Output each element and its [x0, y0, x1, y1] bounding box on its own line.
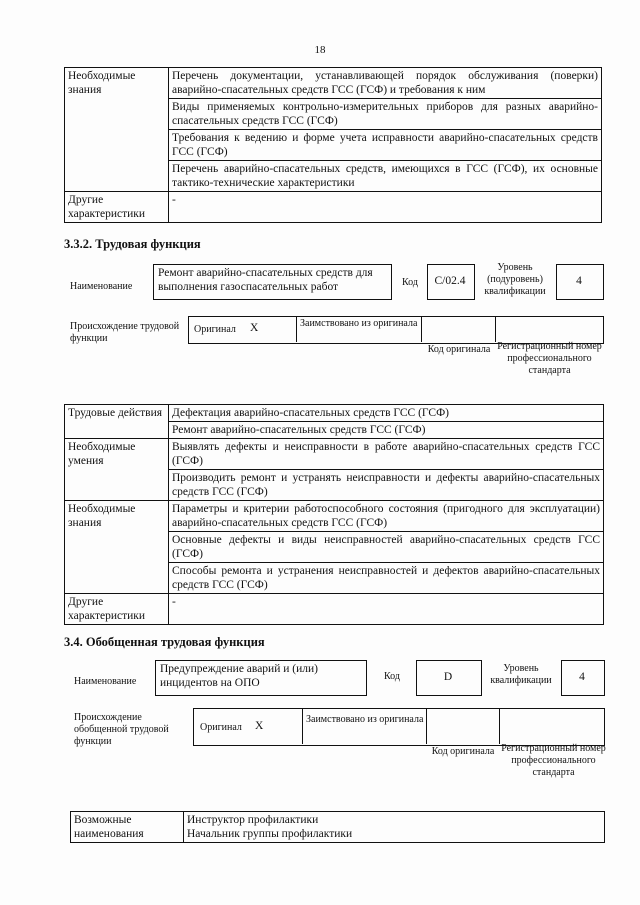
- original-mark: Х: [250, 322, 259, 334]
- row-label: Возможные наименования: [71, 812, 184, 843]
- level-label: Уровень квалификации: [490, 663, 552, 686]
- divider: [499, 708, 500, 744]
- code-value: D: [443, 671, 453, 683]
- name-value: Предупреждение аварий и (или) инцидентов на ОПО: [160, 663, 318, 689]
- divider: [495, 316, 496, 342]
- original-mark: Х: [255, 720, 264, 732]
- name-value: Ремонт аварийно-спасательных средств для выполнения газоспасательных работ: [158, 267, 373, 293]
- level-label: Уровень (подуровень) квалификации: [484, 262, 546, 297]
- code-value: С/02.4: [434, 275, 466, 287]
- row-label: Другие характеристики: [65, 192, 169, 223]
- table-row: [65, 439, 604, 470]
- row-label: Необходимые знания: [65, 68, 169, 192]
- table-cell: -: [169, 594, 604, 625]
- origin-label: Происхождение обобщенной трудовой функции: [74, 712, 169, 747]
- names-table: [70, 811, 605, 843]
- original-label: Оригинал: [194, 324, 236, 335]
- divider: [426, 708, 427, 744]
- reg-number-label: Регистрационный номер профессионального стандарта: [497, 341, 602, 376]
- table-cell: Виды применяемых контрольно-измерительных приборов для разных аварийно-спасательных средств ГСС (ГСФ): [169, 99, 602, 130]
- table-cell: Выявлять дефекты и неисправности в работе аварийно-спасательных средств ГСС (ГСФ): [169, 439, 604, 470]
- code-label: Код: [384, 671, 400, 682]
- section-heading: 3.4. Обобщенная трудовая функция: [64, 635, 265, 649]
- level-value: 4: [576, 275, 582, 287]
- borrowed-label: Заимствовано из оригинала: [300, 318, 418, 329]
- top-table: [64, 67, 602, 223]
- code-original-label: Код оригинала: [431, 746, 495, 757]
- table-row: [65, 192, 602, 223]
- page-number: 18: [314, 44, 326, 56]
- divider: [302, 708, 303, 744]
- table-cell: Перечень аварийно-спасательных средств, имеющихся в ГСС (ГСФ), их основные тактико-технические характеристики: [169, 161, 602, 192]
- table-row: [65, 594, 604, 625]
- table-row: [65, 68, 602, 99]
- row-label: Необходимые умения: [65, 439, 169, 501]
- table-cell: Ремонт аварийно-спасательных средств ГСС (ГСФ): [169, 422, 604, 439]
- row-label: Необходимые знания: [65, 501, 169, 594]
- table-cell: Дефектация аварийно-спасательных средств ГСС (ГСФ): [169, 405, 604, 422]
- row-label: Трудовые действия: [65, 405, 169, 439]
- table-cell: Перечень документации, устанавливающей порядок обслуживания (поверки) аварийно-спасательных средств ГСС (ГСФ) и требования к ним: [169, 68, 602, 99]
- code-original-label: Код оригинала: [427, 344, 491, 355]
- borrowed-label: Заимствовано из оригинала: [306, 714, 424, 725]
- list-item: Начальник группы профилактики: [187, 828, 353, 840]
- table-cell: Требования к ведению и форме учета исправности аварийно-спасательных средств ГСС (ГСФ): [169, 130, 602, 161]
- list-item: Инструктор профилактики: [187, 814, 319, 826]
- origin-label: Происхождение трудовой функции: [70, 321, 180, 344]
- section-heading: 3.3.2. Трудовая функция: [64, 237, 201, 251]
- table-cell: Способы ремонта и устранения неисправностей и дефектов аварийно-спасательных средств ГСС (ГСФ): [169, 563, 604, 594]
- table-row: [65, 405, 604, 422]
- table-cell: -: [169, 192, 602, 223]
- row-label: Другие характеристики: [65, 594, 169, 625]
- name-label: Наименование: [74, 676, 137, 687]
- reg-number-label: Регистрационный номер профессионального стандарта: [501, 743, 606, 778]
- table-row: [65, 501, 604, 532]
- table-cell: Основные дефекты и виды неисправностей аварийно-спасательных средств ГСС (ГСФ): [169, 532, 604, 563]
- divider: [421, 316, 422, 342]
- original-label: Оригинал: [200, 722, 242, 733]
- level-value: 4: [579, 671, 585, 683]
- code-label: Код: [402, 277, 418, 288]
- name-label: Наименование: [70, 281, 133, 292]
- table-cell: Параметры и критерии работоспособного состояния (пригодного для эксплуатации) аварийно-спасательных средств ГСС (ГСФ): [169, 501, 604, 532]
- names-cell: [184, 812, 605, 843]
- table-row: [71, 812, 605, 843]
- table-cell: Производить ремонт и устранять неисправности и дефекты аварийно-спасательных средств ГСС (ГСФ): [169, 470, 604, 501]
- divider: [296, 316, 297, 342]
- function-table: [64, 404, 604, 625]
